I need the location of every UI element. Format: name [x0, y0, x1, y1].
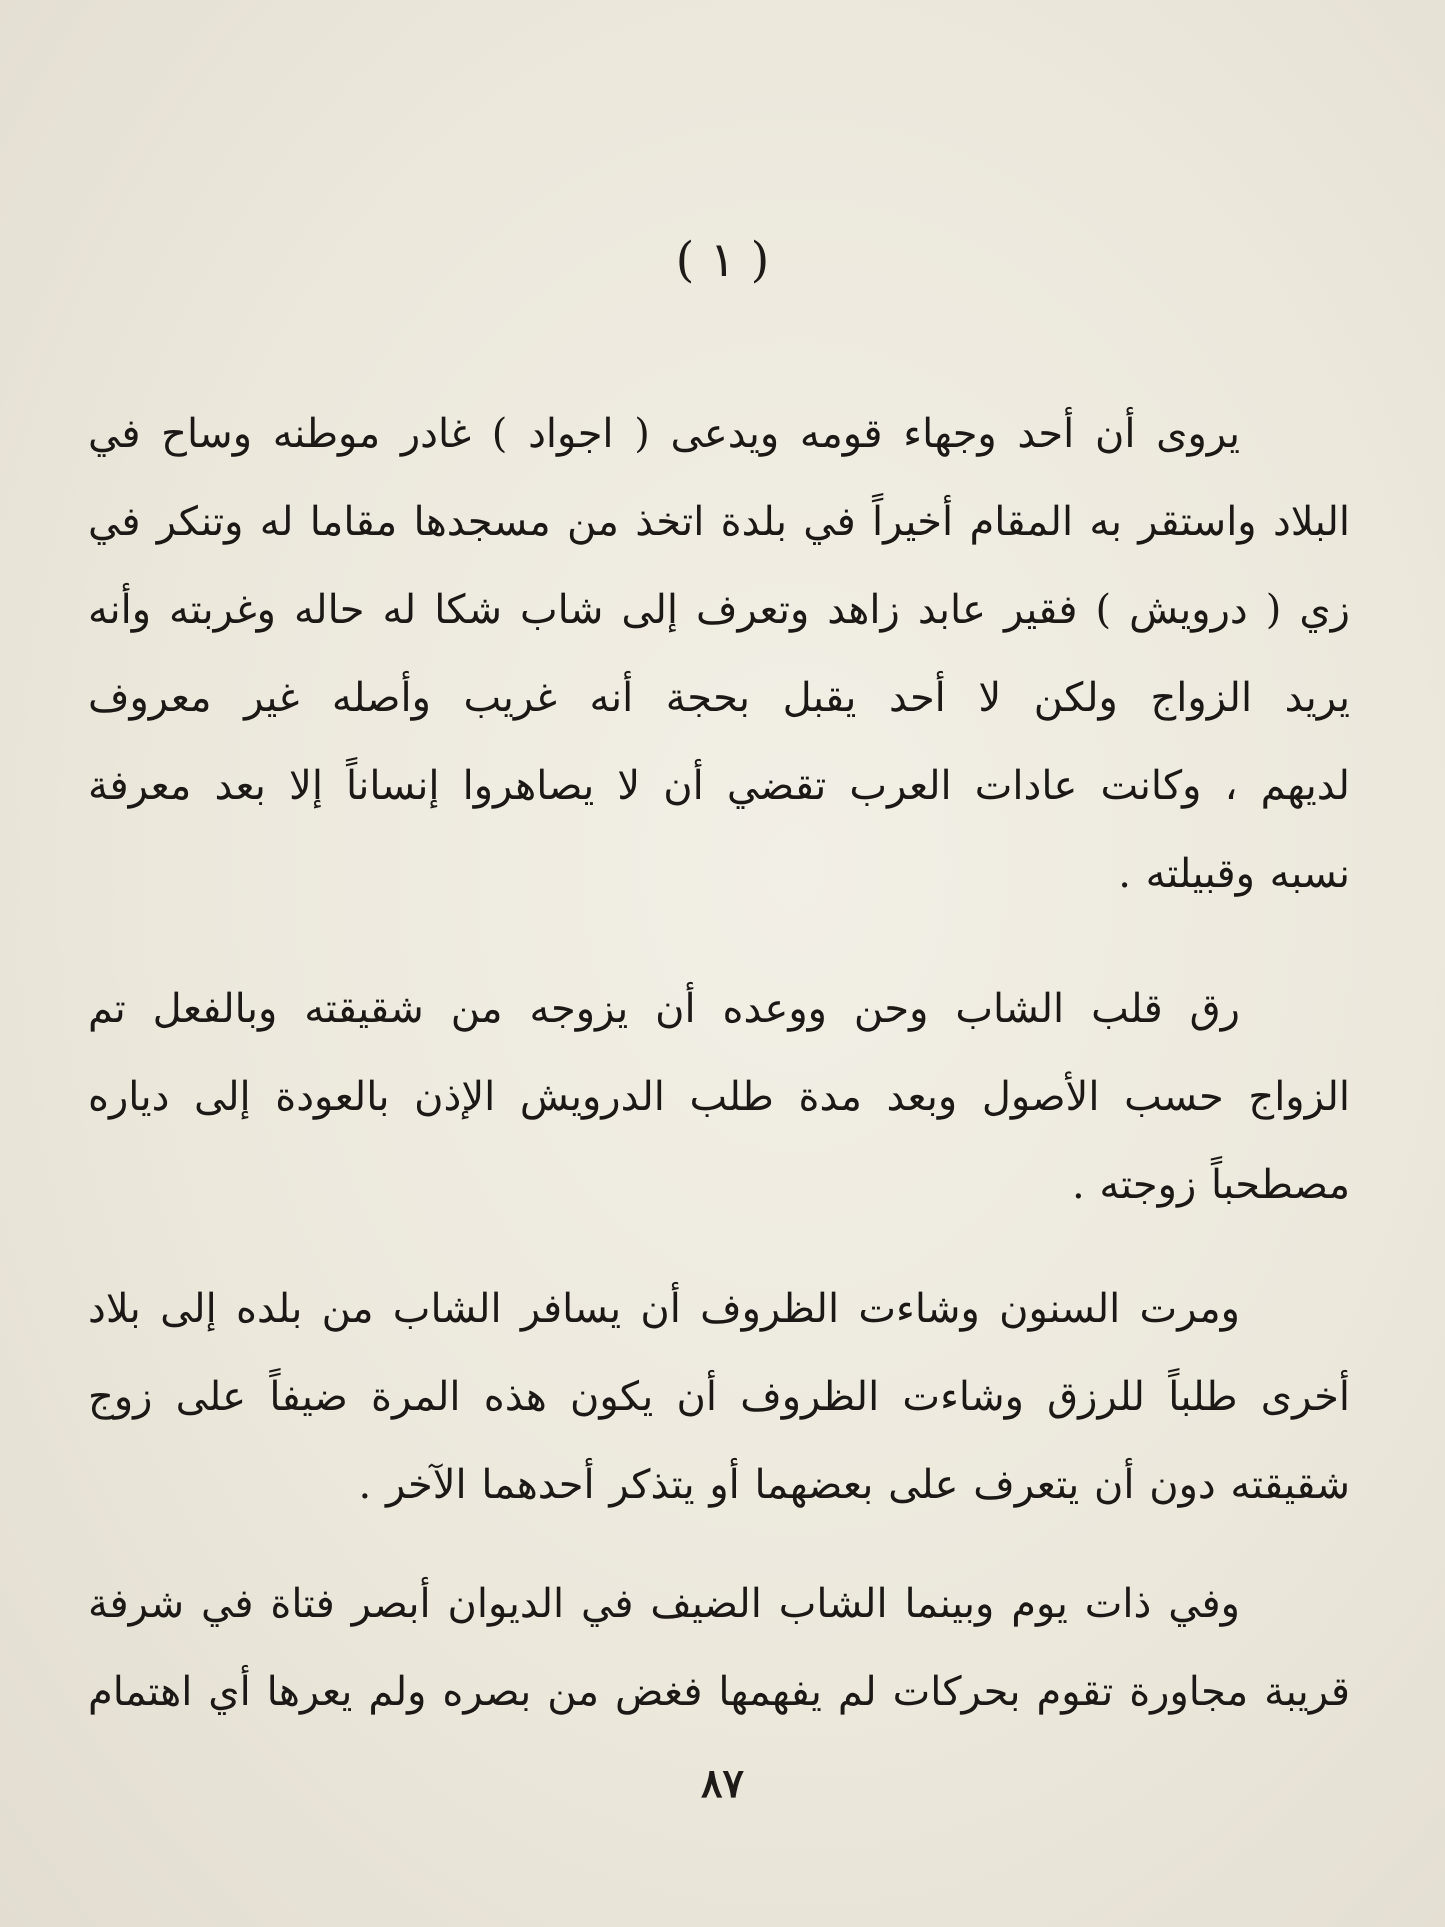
paragraph-4: [88, 1560, 1350, 1736]
text-line: نسبه وقبيلته .: [1118, 851, 1350, 897]
text-line: البلاد واستقر به المقام أخيراً في بلدة اتخذ من مسجدها مقاما له وتنكر في: [88, 499, 1350, 545]
paragraph-2: [88, 965, 1350, 1229]
text-line: شقيقته دون أن يتعرف على بعضهما أو يتذكر أحدهما الآخر .: [358, 1462, 1350, 1508]
text-line: ومرت السنون وشاءت الظروف أن يسافر الشاب من بلده إلى بلاد: [88, 1286, 1241, 1332]
text-line: وفي ذات يوم وبينما الشاب الضيف في الديوان أبصر فتاة في شرفة: [88, 1581, 1240, 1627]
text-line: زي ( درويش ) فقير عابد زاهد وتعرف إلى شاب شكا له حاله وغربته وأنه: [88, 587, 1350, 633]
text-line: يروى أن أحد وجهاء قومه ويدعى ( اجواد ) غادر موطنه وساح في: [88, 411, 1240, 457]
text-line: الزواج حسب الأصول وبعد مدة طلب الدرويش الإذن بالعودة إلى دياره: [88, 1074, 1350, 1120]
show-through-texture: [0, 70, 1445, 110]
text-line: يريد الزواج ولكن لا أحد يقبل بحجة أنه غريب وأصله غير معروف: [88, 675, 1350, 721]
text-line: مصطحباً زوجته .: [1071, 1162, 1350, 1208]
text-line: رق قلب الشاب وحن ووعده أن يزوجه من شقيقته وبالفعل تم: [88, 986, 1240, 1032]
text-line: قريبة مجاورة تقوم بحركات لم يفهمها فغض من بصره ولم يعرها أي اهتمام: [88, 1669, 1350, 1715]
paragraph-3: [88, 1265, 1350, 1529]
text-line: أخرى طلباً للرزق وشاءت الظروف أن يكون هذه المرة ضيفاً على زوج: [88, 1374, 1350, 1420]
text-line: لديهم ، وكانت عادات العرب تقضي أن لا يصاهروا إنساناً إلا بعد معرفة: [88, 763, 1350, 809]
chapter-number: ( ١ ): [675, 232, 770, 288]
paragraph-1: [88, 390, 1350, 918]
page-number: ٨٧: [701, 1760, 744, 1807]
